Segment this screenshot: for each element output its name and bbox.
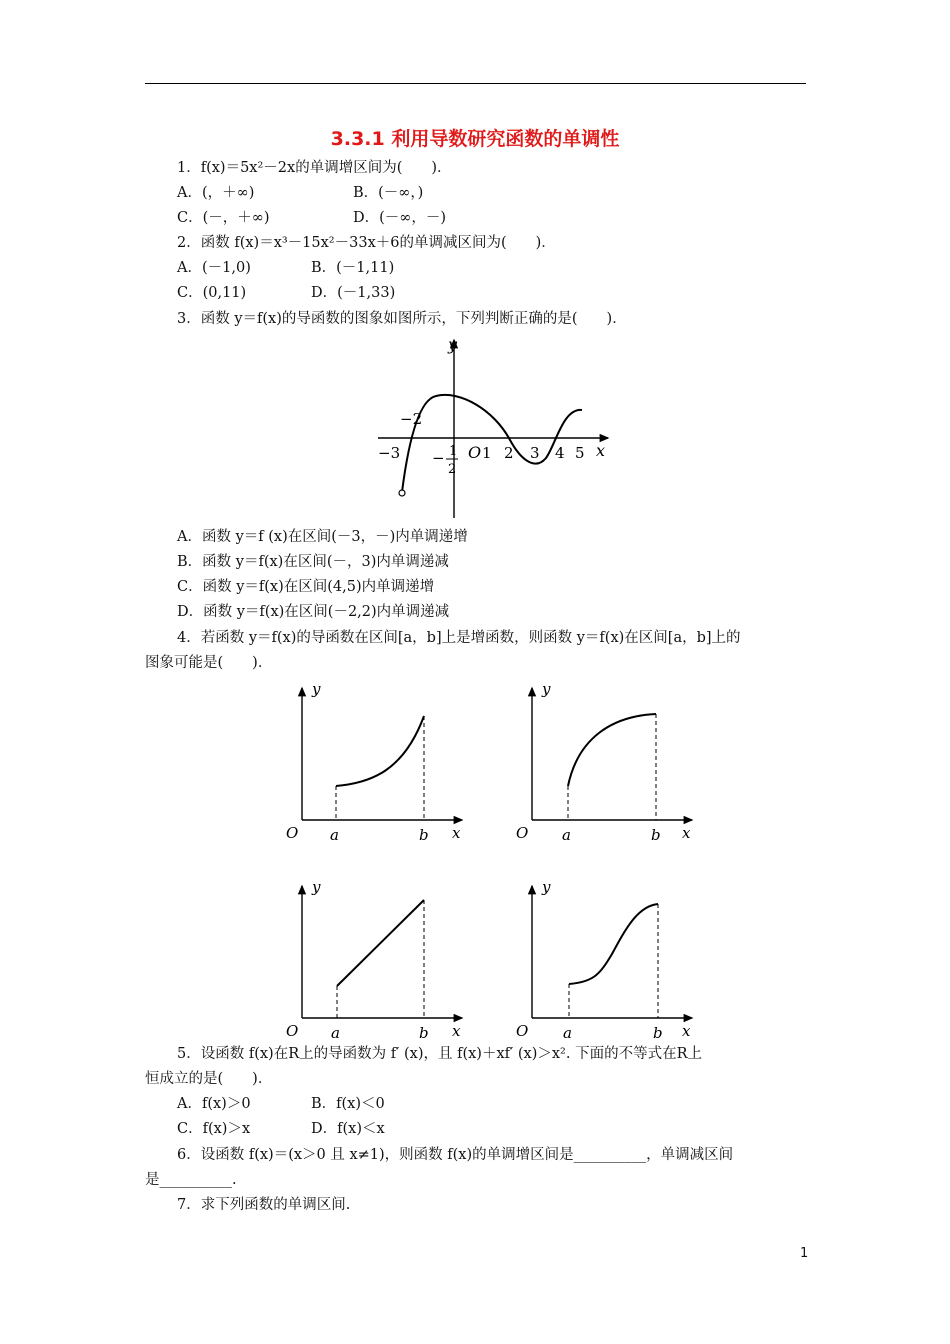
svg-text:x: x [682, 1022, 691, 1040]
label-neg-sign: − [432, 449, 445, 467]
page-number: 1 [800, 1246, 809, 1261]
q1-option-a: A．(，＋∞) [177, 185, 255, 201]
svg-text:b: b [651, 826, 661, 844]
origin-label: O [468, 443, 482, 462]
tick-5: 5 [575, 444, 585, 462]
q3-stem: 3．函数 y＝f(x)的导函数的图象如图所示，下列判断正确的是( )． [177, 311, 627, 327]
q3-derivative-graph [370, 330, 620, 525]
q2-option-a: A．(－1,0) [177, 260, 251, 276]
svg-text:O: O [516, 824, 529, 842]
q5-stem-line2: 恒成立的是( )． [145, 1071, 273, 1087]
svg-text:x: x [682, 824, 691, 842]
label-half-num: 1 [449, 444, 458, 459]
curve-endpoint [399, 490, 405, 496]
svg-text:O: O [516, 1022, 529, 1040]
q4-stem-line2: 图象可能是( )． [145, 655, 273, 671]
svg-text:b: b [653, 1024, 663, 1042]
svg-text:x: x [452, 1022, 461, 1040]
q4-graph-option-a [282, 678, 472, 848]
svg-text:y: y [312, 878, 321, 896]
q2-stem: 2．函数 f(x)＝x³－15x²－33x＋6的单调减区间为( )． [177, 235, 556, 251]
svg-text:a: a [562, 826, 571, 844]
q5-option-c: C．f(x)＞x [177, 1121, 251, 1137]
x-axis-label: x [596, 441, 606, 460]
q3-option-b: B．函数 y＝f(x)在区间(－，3)内单调递减 [177, 554, 449, 570]
svg-text:a: a [330, 826, 339, 844]
label-neg2: −2 [400, 410, 423, 428]
tick-4: 4 [555, 444, 565, 462]
q7-stem: 7．求下列函数的单调区间. [177, 1197, 351, 1213]
svg-text:y: y [312, 680, 321, 698]
svg-text:b: b [419, 826, 429, 844]
svg-text:x: x [452, 824, 461, 842]
tick-3: 3 [530, 444, 540, 462]
y-axis-label: y [448, 335, 458, 354]
tick-2: 2 [504, 444, 514, 462]
svg-text:O: O [286, 1022, 299, 1040]
q4-graph-option-c [282, 876, 472, 1046]
q3-option-d: D．函数 y＝f(x)在区间(－2,2)内单调递减 [177, 604, 450, 620]
q3-option-a: A．函数 y＝f (x)在区间(－3，－)内单调递增 [177, 529, 468, 545]
svg-text:a: a [563, 1024, 572, 1042]
q5-stem-line1: 5．设函数 f(x)在R上的导函数为 f′ (x)，且 f(x)＋xf′ (x)＞x². 下面的不等式在R上 [177, 1046, 703, 1062]
tick-1: 1 [482, 444, 492, 462]
q2-option-d: D．(－1,33) [311, 285, 396, 301]
q4-graph-option-d [512, 876, 702, 1046]
header-rule [145, 83, 806, 84]
page-title: 3.3.1 利用导数研究函数的单调性 [330, 128, 620, 150]
label-neg3: −3 [378, 444, 401, 462]
q6-stem-line1: 6．设函数 f(x)＝(x＞0 且 x≠1)，则函数 f(x)的单调增区间是__________，单调减区间 [177, 1147, 734, 1163]
q1-option-b: B．(－∞，) [353, 185, 424, 201]
q2-option-b: B．(－1,11) [311, 260, 395, 276]
svg-text:y: y [542, 878, 551, 896]
q5-option-a: A．f(x)＞0 [177, 1096, 251, 1112]
q4-graph-option-b [512, 678, 702, 848]
label-half-den: 2 [448, 462, 457, 477]
svg-text:a: a [331, 1024, 340, 1042]
q1-option-c: C．(－，＋∞) [177, 210, 270, 226]
q5-option-d: D．f(x)＜x [311, 1121, 385, 1137]
svg-text:y: y [542, 680, 551, 698]
svg-text:b: b [419, 1024, 429, 1042]
q5-option-b: B．f(x)＜0 [311, 1096, 385, 1112]
svg-text:O: O [286, 824, 299, 842]
q1-stem: 1．f(x)＝5x²－2x的单调增区间为( )． [177, 160, 452, 176]
q2-option-c: C．(0,11) [177, 285, 247, 301]
q4-stem-line1: 4．若函数 y＝f(x)的导函数在区间[a，b]上是增函数，则函数 y＝f(x)在区间[a，b]上的 [177, 630, 741, 646]
q1-option-d: D．(－∞，－) [353, 210, 447, 226]
q6-stem-line2: 是__________. [145, 1172, 237, 1188]
q3-option-c: C．函数 y＝f(x)在区间(4,5)内单调递增 [177, 579, 435, 595]
